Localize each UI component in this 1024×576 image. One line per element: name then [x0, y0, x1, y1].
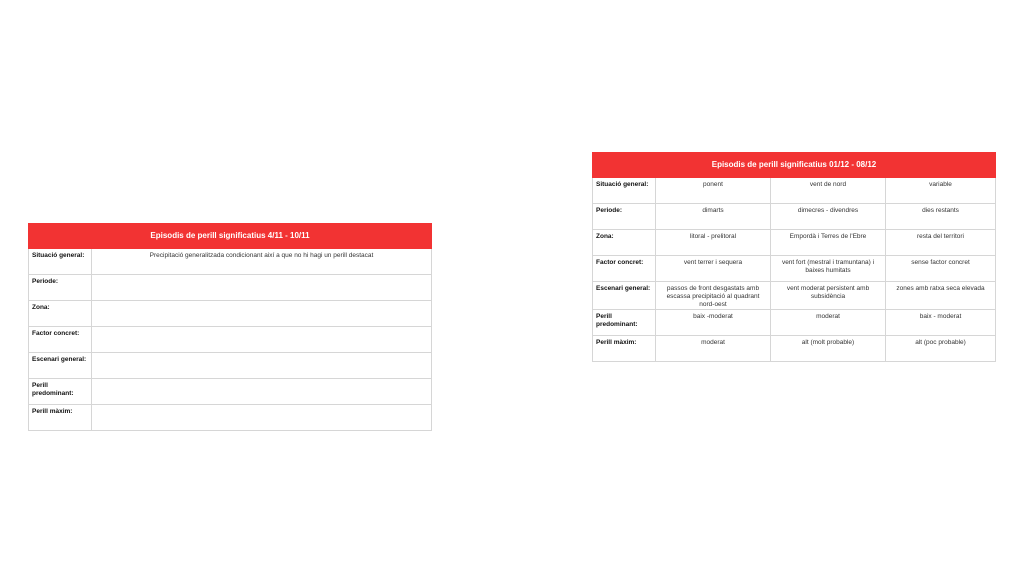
row-value: zones amb ratxa seca elevada — [886, 282, 996, 310]
row-value: moderat — [771, 310, 886, 336]
table-row — [593, 310, 996, 336]
episodes-table-nov — [28, 223, 432, 431]
table-row — [593, 256, 996, 282]
table-row — [593, 336, 996, 362]
row-value: passos de front desgastats amb escassa precipitació al quadrant nord-oest — [656, 282, 771, 310]
row-value: alt (molt probable) — [771, 336, 886, 362]
row-value — [92, 327, 432, 353]
row-label: Situació general: — [593, 178, 656, 204]
row-value — [92, 379, 432, 405]
row-value: baix - moderat — [886, 310, 996, 336]
table-row — [593, 178, 996, 204]
row-value: baix -moderat — [656, 310, 771, 336]
row-label: Perill predominant: — [593, 310, 656, 336]
row-value — [92, 405, 432, 431]
row-label: Factor concret: — [593, 256, 656, 282]
row-label: Periode: — [29, 275, 92, 301]
row-value: Precipitació generalitzada condicionant així a que no hi hagi un perill destacat — [92, 249, 432, 275]
row-value: sense factor concret — [886, 256, 996, 282]
row-label: Escenari general: — [29, 353, 92, 379]
row-value: vent de nord — [771, 178, 886, 204]
table-title: Episodis de perill significatius 01/12 - 08/12 — [593, 153, 996, 178]
row-value: litoral - prelitoral — [656, 230, 771, 256]
row-value: moderat — [656, 336, 771, 362]
row-label: Perill predominant: — [29, 379, 92, 405]
table-row — [593, 204, 996, 230]
table-row — [29, 353, 432, 379]
table-row — [29, 327, 432, 353]
row-value: Empordà i Terres de l'Ebre — [771, 230, 886, 256]
row-label: Perill màxim: — [593, 336, 656, 362]
row-label: Factor concret: — [29, 327, 92, 353]
episodes-table-dec — [592, 152, 996, 362]
row-value — [92, 353, 432, 379]
row-value — [92, 275, 432, 301]
row-label: Escenari general: — [593, 282, 656, 310]
row-value: dies restants — [886, 204, 996, 230]
row-value: alt (poc probable) — [886, 336, 996, 362]
row-label: Zona: — [29, 301, 92, 327]
table-row — [29, 249, 432, 275]
row-value: vent fort (mestral i tramuntana) i baixes humitats — [771, 256, 886, 282]
row-label: Periode: — [593, 204, 656, 230]
table-row — [29, 275, 432, 301]
row-label: Zona: — [593, 230, 656, 256]
row-value: variable — [886, 178, 996, 204]
table-title: Episodis de perill significatius 4/11 - 10/11 — [29, 224, 432, 249]
table-row — [593, 230, 996, 256]
row-value: dimarts — [656, 204, 771, 230]
table-row — [29, 405, 432, 431]
row-value — [92, 301, 432, 327]
row-value: vent moderat persistent amb subsidència — [771, 282, 886, 310]
row-value: dimecres - divendres — [771, 204, 886, 230]
table-row — [29, 379, 432, 405]
row-value: resta del territori — [886, 230, 996, 256]
row-value: vent terrer i sequera — [656, 256, 771, 282]
row-label: Situació general: — [29, 249, 92, 275]
row-label: Perill màxim: — [29, 405, 92, 431]
row-value: ponent — [656, 178, 771, 204]
table-row — [29, 301, 432, 327]
table-row — [593, 282, 996, 310]
